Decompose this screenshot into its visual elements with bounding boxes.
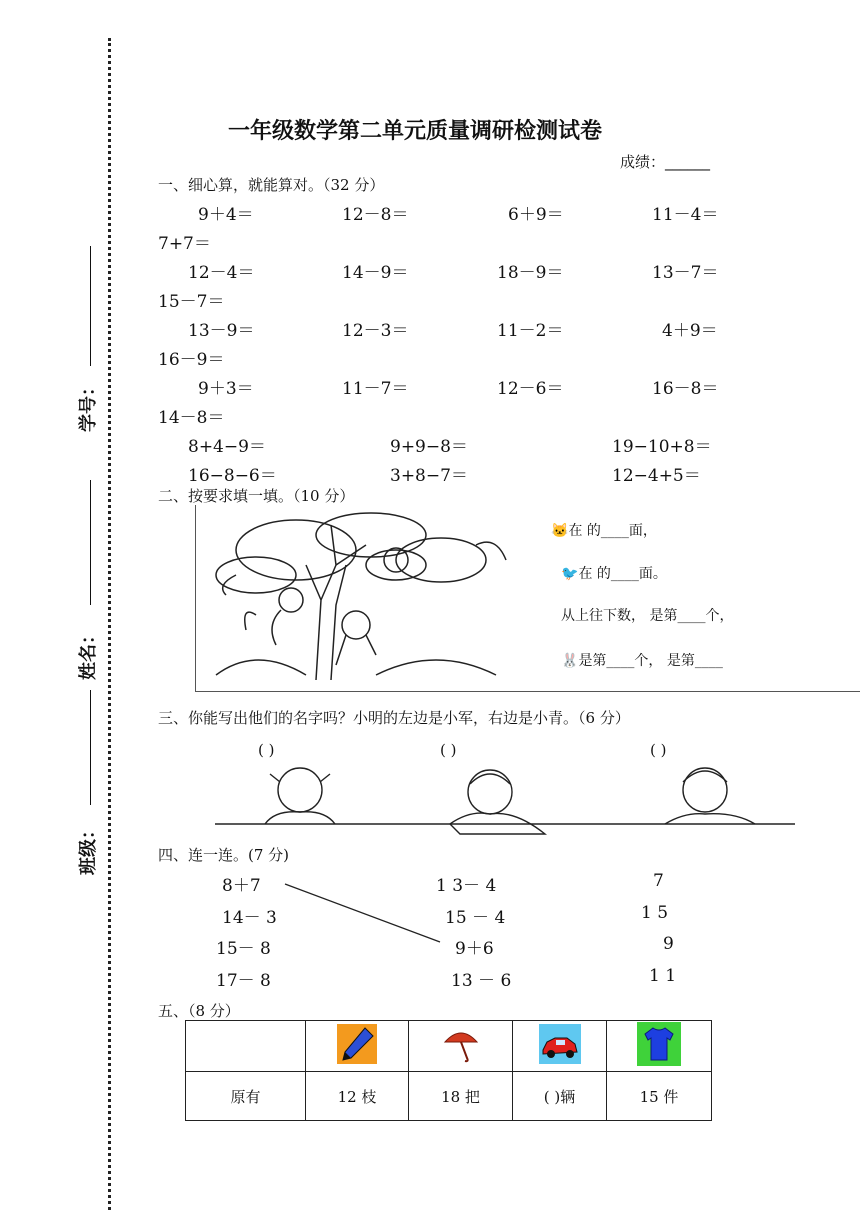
class-label: 班级： <box>78 821 99 875</box>
car-icon <box>539 1024 581 1064</box>
class-line <box>90 690 91 805</box>
s4-right-item[interactable]: 1 5 <box>641 903 669 923</box>
s4-middle-item[interactable]: 9＋6 <box>455 939 494 959</box>
s4-right-item[interactable]: 9 <box>663 934 674 954</box>
s1-eq: 12－6＝ <box>497 379 564 399</box>
s2-q3: 从上往下数， 是第____个， <box>561 608 734 624</box>
s5-tshirt-cell <box>607 1021 712 1072</box>
s4-right-item[interactable]: 1 1 <box>649 966 677 986</box>
section-4-title: 四、连一连。(7 分) <box>158 846 290 864</box>
s4-left-item[interactable]: 8＋7 <box>222 876 261 896</box>
s1-mixed-eq: 3+8−7＝ <box>390 466 468 486</box>
student-no-line <box>90 246 91 366</box>
name-line <box>90 480 91 605</box>
s5-row-label: 原有 <box>186 1072 306 1121</box>
s1-mixed-eq: 19−10+8＝ <box>612 437 712 457</box>
binding-dotted-line <box>108 38 111 1210</box>
score-label: 成绩：______ <box>620 153 711 171</box>
s1-eq: 9＋3＝ <box>198 379 254 399</box>
page-title: 一年级数学第二单元质量调研检测试卷 <box>228 119 603 144</box>
three-children-illustration <box>215 762 795 840</box>
example-connect-line <box>280 880 450 950</box>
s1-mixed-eq: 16−8−6＝ <box>188 466 277 486</box>
s3-blank-middle: ( ) <box>440 741 457 759</box>
s1-mixed-eq: 12−4+5＝ <box>612 466 701 486</box>
s5-umbrella-cell <box>409 1021 513 1072</box>
s3-blank-left: ( ) <box>258 741 275 759</box>
s1-eq: 13－9＝ <box>188 321 255 341</box>
s2-q2: 🐦在 的____面。 <box>561 566 667 582</box>
section-5-title: 五、（8 分） <box>158 1002 240 1020</box>
section-3-title: 三、你能写出他们的名字吗？小明的左边是小军，右边是小青。（6 分） <box>158 709 630 727</box>
s1-eq: 13－7＝ <box>652 263 719 283</box>
s1-eq: 4＋9＝ <box>662 321 718 341</box>
s1-eq: 14－8＝ <box>158 408 225 428</box>
s5-car-value[interactable]: ( )辆 <box>513 1072 607 1121</box>
s5-pencil-cell <box>306 1021 409 1072</box>
s1-mixed-eq: 9+9−8＝ <box>390 437 468 457</box>
pencil-icon <box>337 1024 377 1064</box>
s1-eq: 16－8＝ <box>652 379 719 399</box>
s1-eq: 11－7＝ <box>342 379 409 399</box>
student-no-label: 学号： <box>78 378 99 432</box>
s1-eq: 12－8＝ <box>342 205 409 225</box>
s2-q4: 🐰是第____个， 是第____ <box>561 653 723 669</box>
section-2-title: 二、按要求填一填。（10 分） <box>158 487 355 505</box>
umbrella-icon <box>441 1024 481 1064</box>
bird-icon: 🐦 <box>561 566 579 582</box>
s5-pencil-value: 12 枝 <box>306 1072 409 1121</box>
rabbit-icon: 🐰 <box>561 653 579 669</box>
tshirt-icon <box>637 1022 681 1066</box>
s1-eq: 16－9＝ <box>158 350 225 370</box>
s3-blank-right: ( ) <box>650 741 667 759</box>
name-label: 姓名： <box>78 626 99 680</box>
s1-eq: 11－4＝ <box>652 205 719 225</box>
s1-eq: 9＋4＝ <box>198 205 254 225</box>
s1-eq: 18－9＝ <box>497 263 564 283</box>
section-1-title: 一、细心算，就能算对。（32 分） <box>158 176 385 194</box>
s2-q1: 🐱在 的____面， <box>551 523 657 539</box>
s5-umbrella-value: 18 把 <box>409 1072 513 1121</box>
tree-animals-illustration <box>196 505 526 685</box>
s5-table <box>185 1020 712 1121</box>
s1-mixed-eq: 8+4−9＝ <box>188 437 266 457</box>
s5-tshirt-value: 15 件 <box>607 1072 712 1121</box>
s1-eq: 15－7＝ <box>158 292 225 312</box>
s4-middle-item[interactable]: 15 － 4 <box>445 908 506 928</box>
s4-left-item[interactable]: 17－ 8 <box>216 971 271 991</box>
s1-eq: 14－9＝ <box>342 263 409 283</box>
s1-eq: 11－2＝ <box>497 321 564 341</box>
s5-empty-header <box>186 1021 306 1072</box>
s5-car-cell <box>513 1021 607 1072</box>
s1-eq: 12－3＝ <box>342 321 409 341</box>
s2-picture-frame <box>195 505 860 692</box>
s4-right-item[interactable]: 7 <box>653 871 664 891</box>
s4-left-item[interactable]: 15－ 8 <box>216 939 271 959</box>
cat-icon: 🐱 <box>551 523 569 539</box>
s1-eq: 6＋9＝ <box>508 205 564 225</box>
s4-middle-item[interactable]: 13 － 6 <box>451 971 512 991</box>
s4-middle-item[interactable]: 1 3－ 4 <box>436 876 497 896</box>
s1-eq: 7+7＝ <box>158 234 211 254</box>
s4-left-item[interactable]: 14－ 3 <box>222 908 277 928</box>
s1-eq: 12－4＝ <box>188 263 255 283</box>
